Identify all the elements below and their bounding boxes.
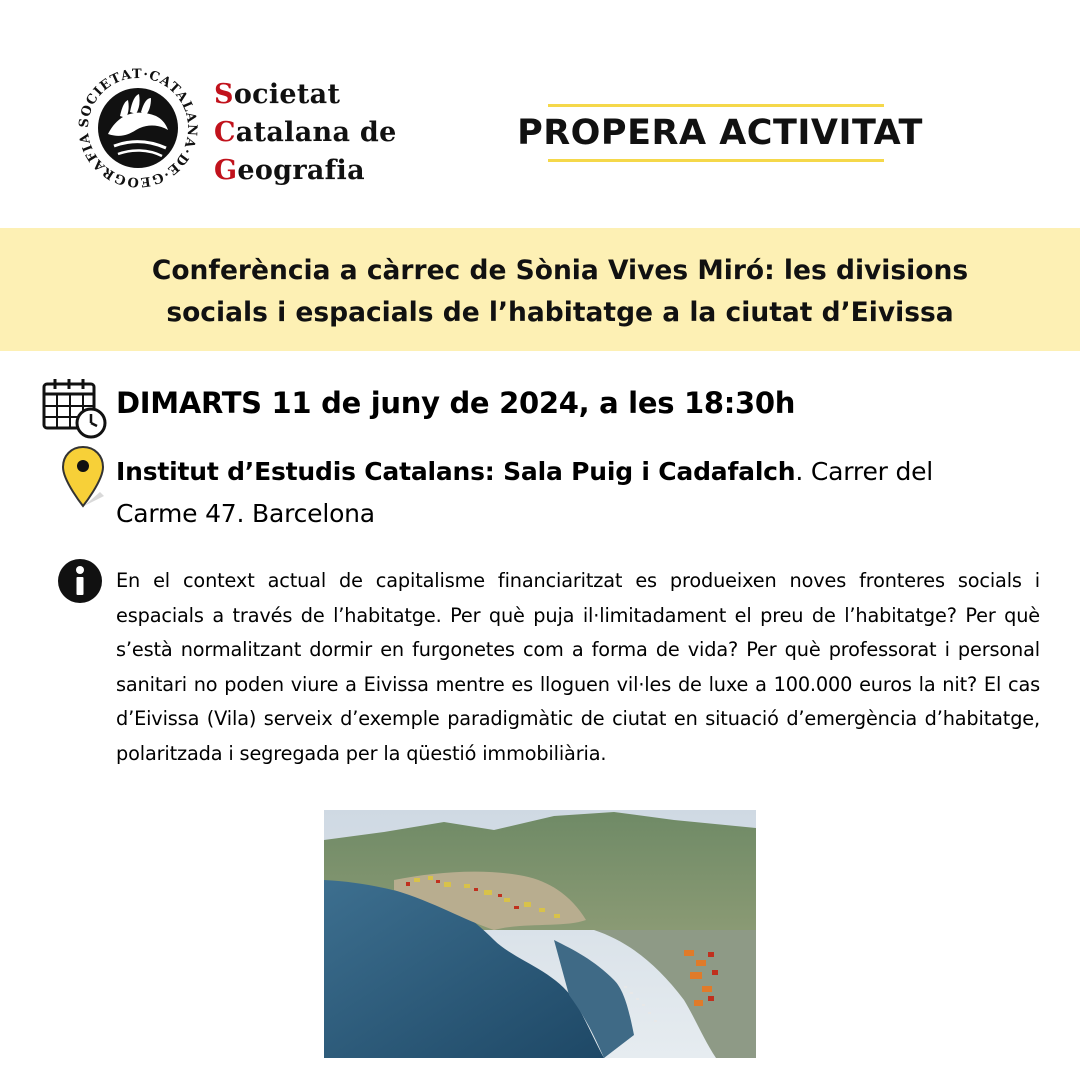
calendar-clock-icon (40, 376, 108, 440)
info-icon (57, 558, 103, 604)
event-description: En el context actual de capitalisme financiaritzat es produeixen noves fronteres socials i espacials a través de l’habitatge. Per què puja il·limitadament el preu de l’habitatge? Per què s’està normalitzant dormir en furgonetes com a forma de vida? Per què professorat i personal sanitari no poden viure a Eivissa mentre es lloguen vil·les de luxe a 100.000 euros la nit? El cas d’Eivissa (Vila) serveix d’exemple paradigmàtic de ciutat en situació d’emergència d’habitatge, polaritzada i segregada per la qüestió immobiliària. (116, 569, 1040, 765)
venue-address: . Carrer del Carme 47. Barcelona (116, 457, 934, 528)
logo-line-1: Societat (214, 79, 341, 110)
header-title-text: PROPERA ACTIVITAT (517, 113, 923, 153)
header-title (492, 104, 948, 162)
event-date: DIMARTS 11 de juny de 2024, a les 18:30h (116, 386, 796, 420)
event-title-banner (0, 228, 1080, 351)
aerial-city-photo (324, 810, 756, 1058)
map-pin-icon (58, 444, 108, 510)
svg-text:SOCIETAT·CATALANA·DE·GEOGRAFIA: SOCIETAT·CATALANA·DE·GEOGRAFIA (76, 66, 200, 190)
society-name-logotype (214, 76, 397, 190)
society-seal-logo (74, 64, 202, 192)
venue-name: Institut d’Estudis Catalans: Sala Puig i Cadafalch (116, 457, 796, 486)
logo-line-2: Catalana de (214, 117, 397, 148)
event-venue (116, 451, 996, 535)
event-title: Conferència a càrrec de Sònia Vives Miró: les divisions socials i espacials de l’habitatge a la ciutat d’Eivissa (151, 255, 969, 328)
header-bottom-rule (548, 159, 884, 162)
logo-line-3: Geografia (214, 155, 365, 186)
header-top-rule (548, 104, 884, 107)
